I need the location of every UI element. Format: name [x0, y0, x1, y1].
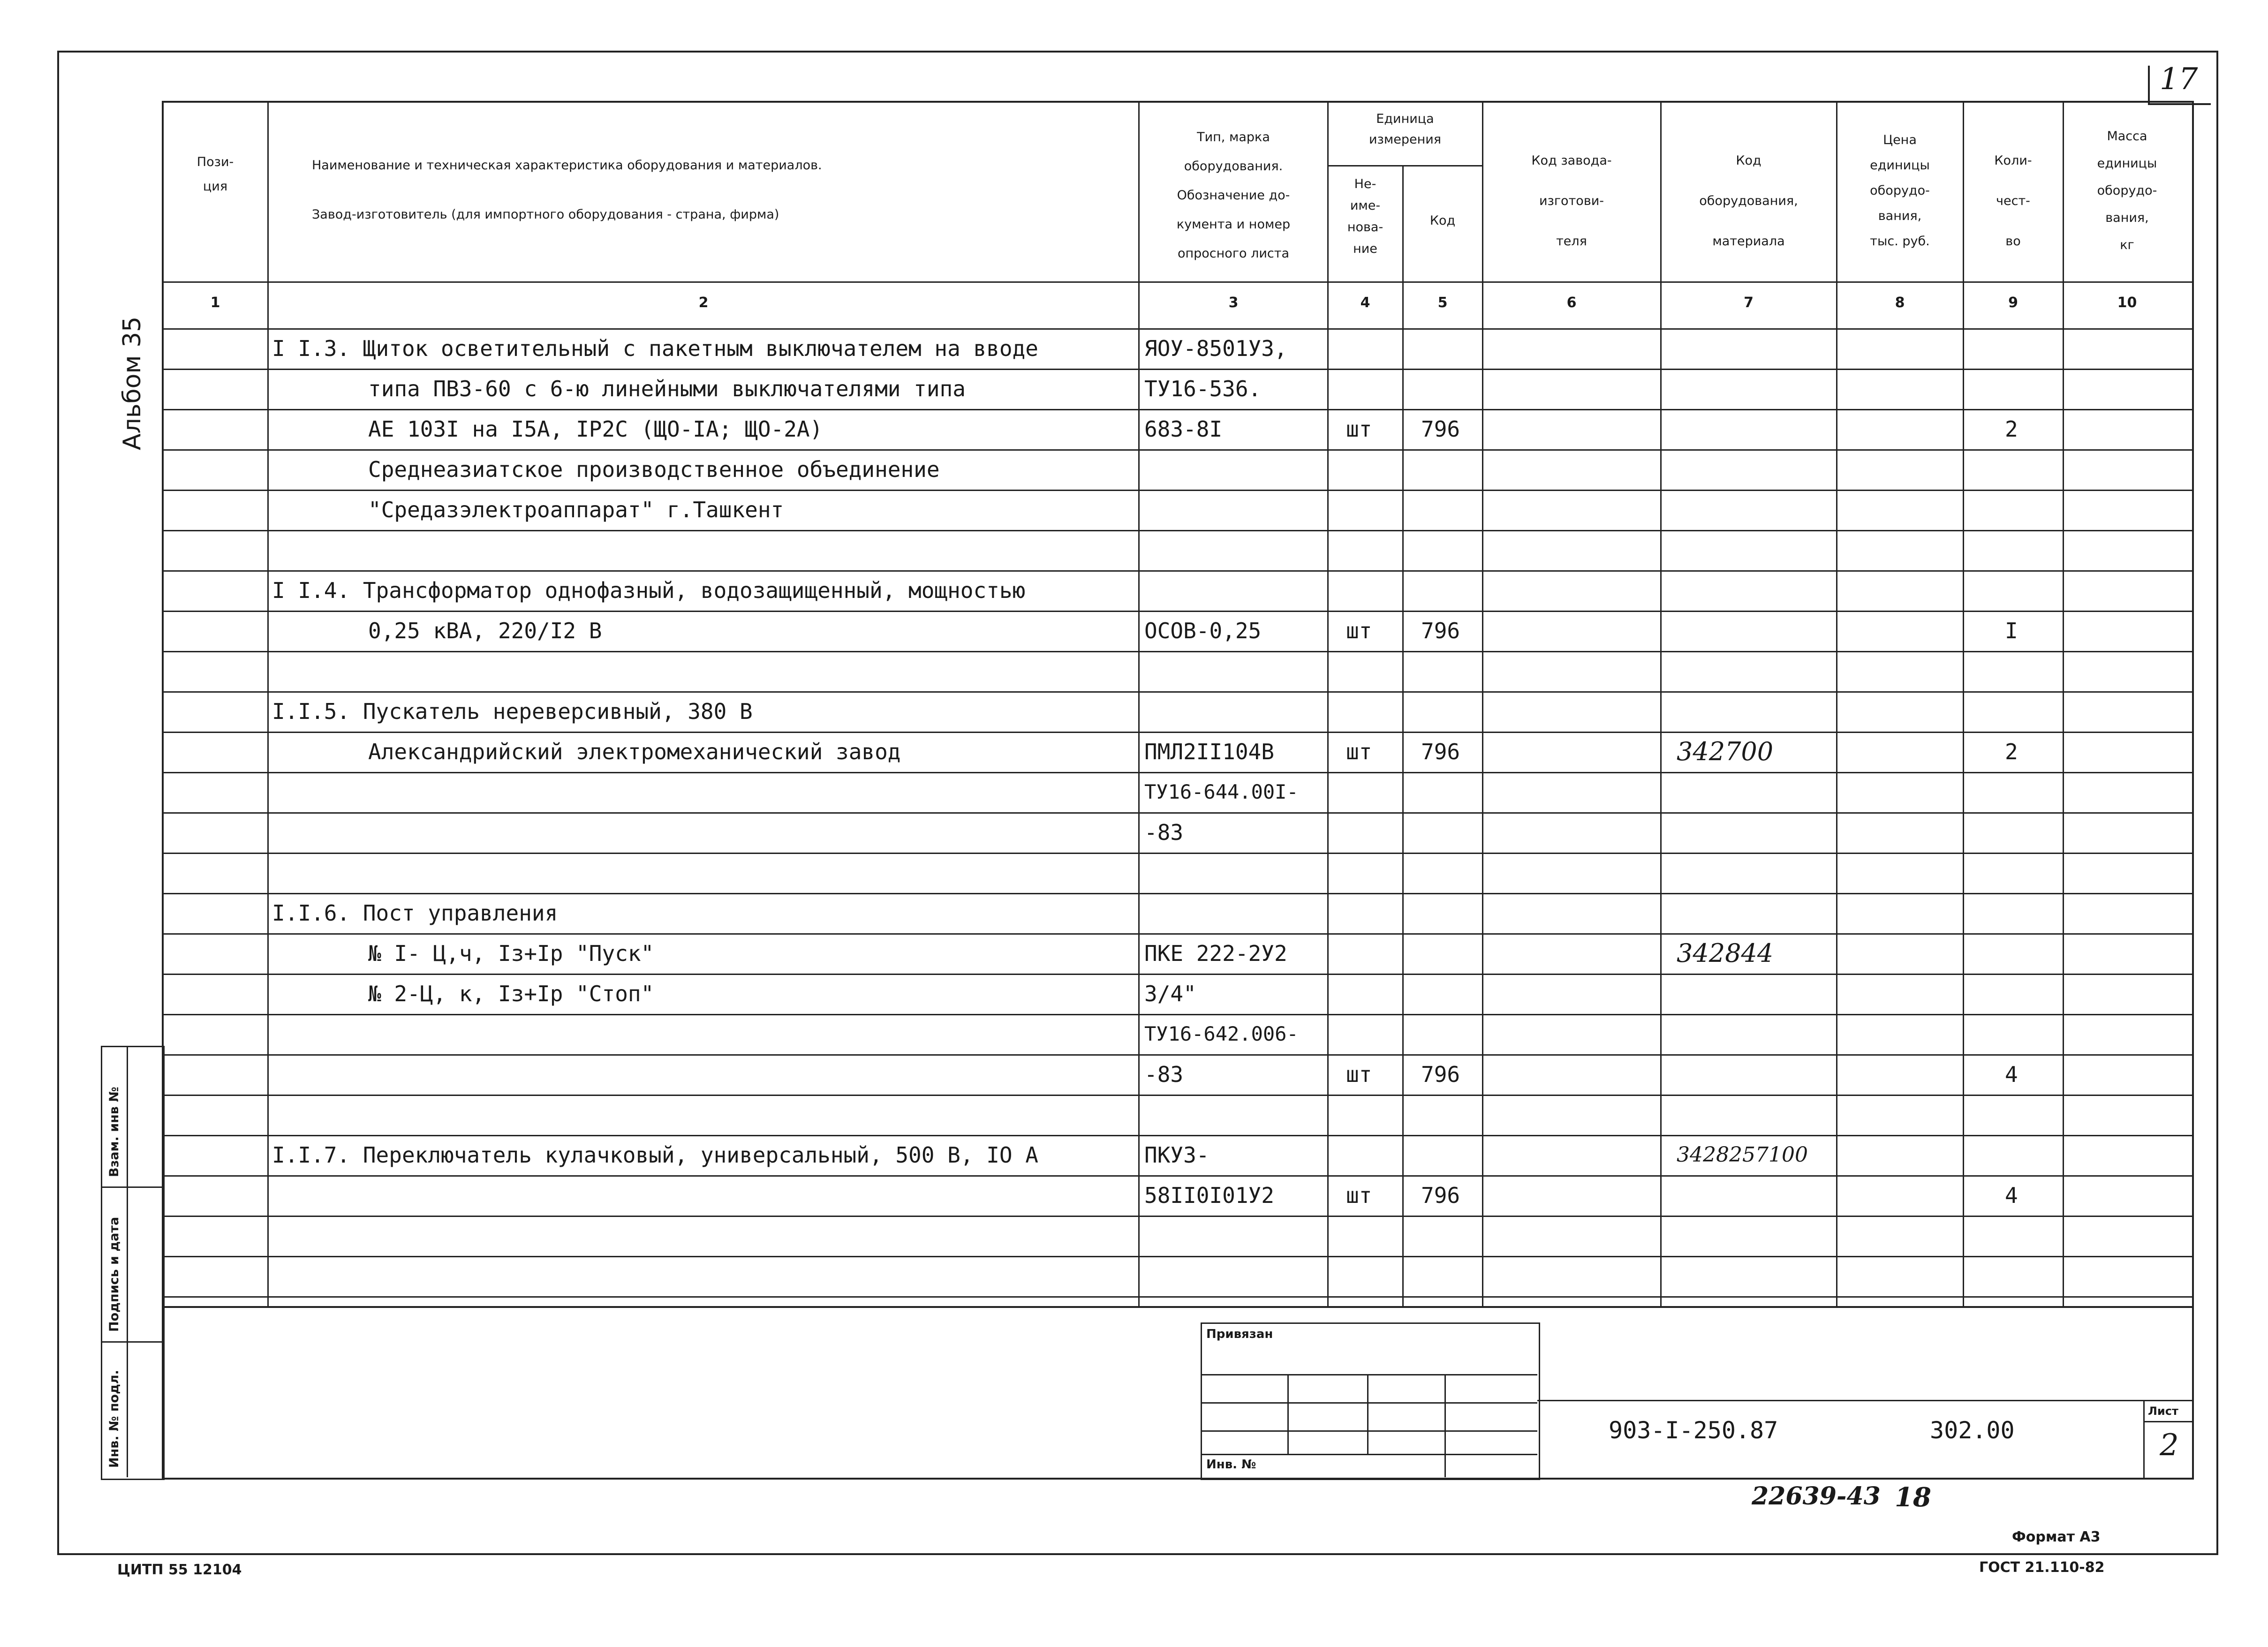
row-type: ПКЕ 222-2У2 [1144, 941, 1287, 966]
colnum-9: 9 [2008, 295, 2018, 311]
album-label: Альбом 35 [118, 316, 146, 450]
header-price: Цена единицы оборудо- вания, тыс. руб. [1870, 133, 1930, 249]
colnum-1: 1 [210, 295, 220, 311]
header-position: Пози- ция [197, 155, 234, 194]
sheet-col-line [2143, 1400, 2145, 1478]
row-unit: шт [1346, 618, 1372, 643]
colnum-5: 5 [1437, 295, 1448, 311]
stamp-inv-label: Инв. № [1206, 1458, 1256, 1472]
header-bottom-line [162, 281, 2192, 283]
header-qty: Коли- чест- во [1994, 153, 2032, 249]
row-unit: шт [1346, 1062, 1372, 1087]
privyazan-box [1201, 1322, 1540, 1480]
side-stamp-divider [127, 1046, 128, 1477]
colnum-10: 10 [2117, 295, 2137, 311]
header-unit-code: Код [1429, 213, 1456, 228]
colnum-4: 4 [1360, 295, 1370, 311]
sheet-label: Лист [2148, 1405, 2178, 1418]
footer-left: ЦИТП 55 12104 [117, 1562, 242, 1578]
table-row-line [162, 1216, 2192, 1217]
header-unit-name: Не- име- нова- ние [1347, 177, 1383, 256]
row-type: 683-8I [1144, 416, 1223, 442]
colnum-7: 7 [1744, 295, 1754, 311]
side-stamp-inv-zam: Взам. инв № [107, 1087, 121, 1177]
title-block [162, 1304, 2194, 1480]
row-name: I I.3. Щиток осветительный с пакетным выключателем на вводе [272, 336, 1038, 361]
row-unit-code: 796 [1421, 1062, 1460, 1087]
row-name: типа ПВ3-60 с 6-ю линейными выключателями типа [368, 376, 966, 401]
privyazan-label: Привязан [1206, 1327, 1273, 1341]
header-unit-group: Единица измерения [1368, 112, 1442, 147]
row-type: -83 [1144, 1062, 1184, 1087]
privyazan-line-4 [1201, 1454, 1537, 1455]
row-type: ОСОВ-0,25 [1144, 618, 1262, 643]
handwritten-number-2: 18 [1895, 1482, 1931, 1513]
privyazan-vline-3 [1444, 1374, 1446, 1477]
row-type: 3/4" [1144, 981, 1196, 1006]
handwritten-number: 22639-43 [1752, 1482, 1881, 1511]
row-name: № 2-Ц, к, Iз+Iр "Стоп" [368, 981, 654, 1006]
row-type: ТУ16-536. [1144, 376, 1262, 401]
table-row-line [162, 1296, 2192, 1298]
row-equip-code: 342844 [1677, 938, 1774, 968]
album-margin-line [57, 281, 59, 488]
colnum-2: 2 [698, 295, 709, 311]
row-equip-code: 342700 [1677, 737, 1774, 766]
privyazan-line-1 [1201, 1374, 1537, 1375]
row-unit-code: 796 [1421, 618, 1460, 643]
row-qty: I [2005, 618, 2018, 643]
colnum-8: 8 [1895, 295, 1905, 311]
row-qty: 4 [2005, 1062, 2018, 1087]
sheet-number: 2 [2160, 1428, 2179, 1463]
side-stamp-inv-podl: Инв. № подл. [107, 1370, 121, 1468]
row-name: I I.4. Трансформатор однофазный, водозащищенный, мощностью [272, 578, 1026, 603]
row-type: ТУ16-642.006- [1144, 1022, 1299, 1045]
table-row-line [162, 853, 2192, 854]
header-type: Тип, марка оборудования. Обозначение до- кумента и номер опросного листа [1176, 130, 1291, 261]
row-type: 58II0I01У2 [1144, 1183, 1274, 1208]
row-name: 0,25 кВА, 220/I2 В [368, 618, 602, 643]
row-unit: шт [1346, 739, 1372, 764]
row-qty: 2 [2005, 739, 2018, 764]
row-type: ПМЛ2II104В [1144, 739, 1274, 764]
row-name: № I- Ц,ч, Iз+Iр "Пуск" [368, 941, 654, 966]
table-row-line [162, 1256, 2192, 1257]
row-name: Александрийский электромеханический завод [368, 739, 901, 764]
row-type: ТУ16-644.00I- [1144, 780, 1299, 803]
row-qty: 2 [2005, 416, 2018, 442]
colnum-6: 6 [1566, 295, 1577, 311]
row-name: I.I.7. Переключатель кулачковый, универсальный, 500 В, IО А [272, 1142, 1038, 1168]
footer-gost: ГОСТ 21.110-82 [1979, 1559, 2105, 1576]
sheet-label-line [2143, 1421, 2192, 1422]
row-unit-code: 796 [1421, 739, 1460, 764]
row-qty: 4 [2005, 1183, 2018, 1208]
row-type: ЯОУ-8501У3, [1144, 336, 1287, 361]
row-name: АЕ 103I на I5А, IP2C (ЩО-IA; ЩО-2A) [368, 416, 823, 442]
privyazan-vline-1 [1287, 1374, 1289, 1454]
row-name: I.I.5. Пускатель нереверсивный, 380 В [272, 699, 753, 724]
table-row-line [162, 530, 2192, 531]
row-equip-code: 3428257100 [1677, 1143, 1808, 1167]
row-unit-code: 796 [1421, 416, 1460, 442]
doc-code: 903-I-250.87 [1609, 1417, 1778, 1444]
side-stamp-line-2 [101, 1341, 162, 1343]
row-type: -83 [1144, 820, 1184, 845]
row-name: Среднеазиатское производственное объединение [368, 457, 940, 482]
table-row-line [162, 1095, 2192, 1096]
colnum-3: 3 [1228, 295, 1239, 311]
doc-code-2: 302.00 [1930, 1417, 2015, 1444]
row-unit: шт [1346, 416, 1372, 442]
row-unit-code: 796 [1421, 1183, 1460, 1208]
row-type: ПКУ3- [1144, 1142, 1210, 1168]
footer-format: Формат А3 [2012, 1529, 2101, 1545]
side-stamp-sign-date: Подпись и дата [107, 1216, 121, 1332]
header-factory-code: Код завода- изготови- теля [1531, 153, 1612, 249]
privyazan-line-2 [1201, 1402, 1537, 1404]
unit-group-line [1327, 165, 1482, 166]
table-row-line [162, 651, 2192, 652]
header-name: Наименование и техническая характеристика оборудования и материалов. Завод-изготовитель (для импортного оборудования - страна, фирма) [312, 158, 822, 222]
sheet-mark: 17 [2160, 62, 2198, 97]
row-name: "Средазэлектроаппарат" г.Ташкент [368, 497, 784, 522]
row-name: I.I.6. Пост управления [272, 900, 558, 926]
privyazan-line-3 [1201, 1430, 1537, 1432]
side-stamp-line-1 [101, 1186, 162, 1188]
header-equip-code: Код оборудования, материала [1699, 153, 1798, 249]
privyazan-vline-2 [1367, 1374, 1368, 1454]
code-row-line [1537, 1400, 2192, 1401]
row-unit: шт [1346, 1183, 1372, 1208]
header-mass: Масса единицы оборудо- вания, кг [2097, 129, 2157, 252]
